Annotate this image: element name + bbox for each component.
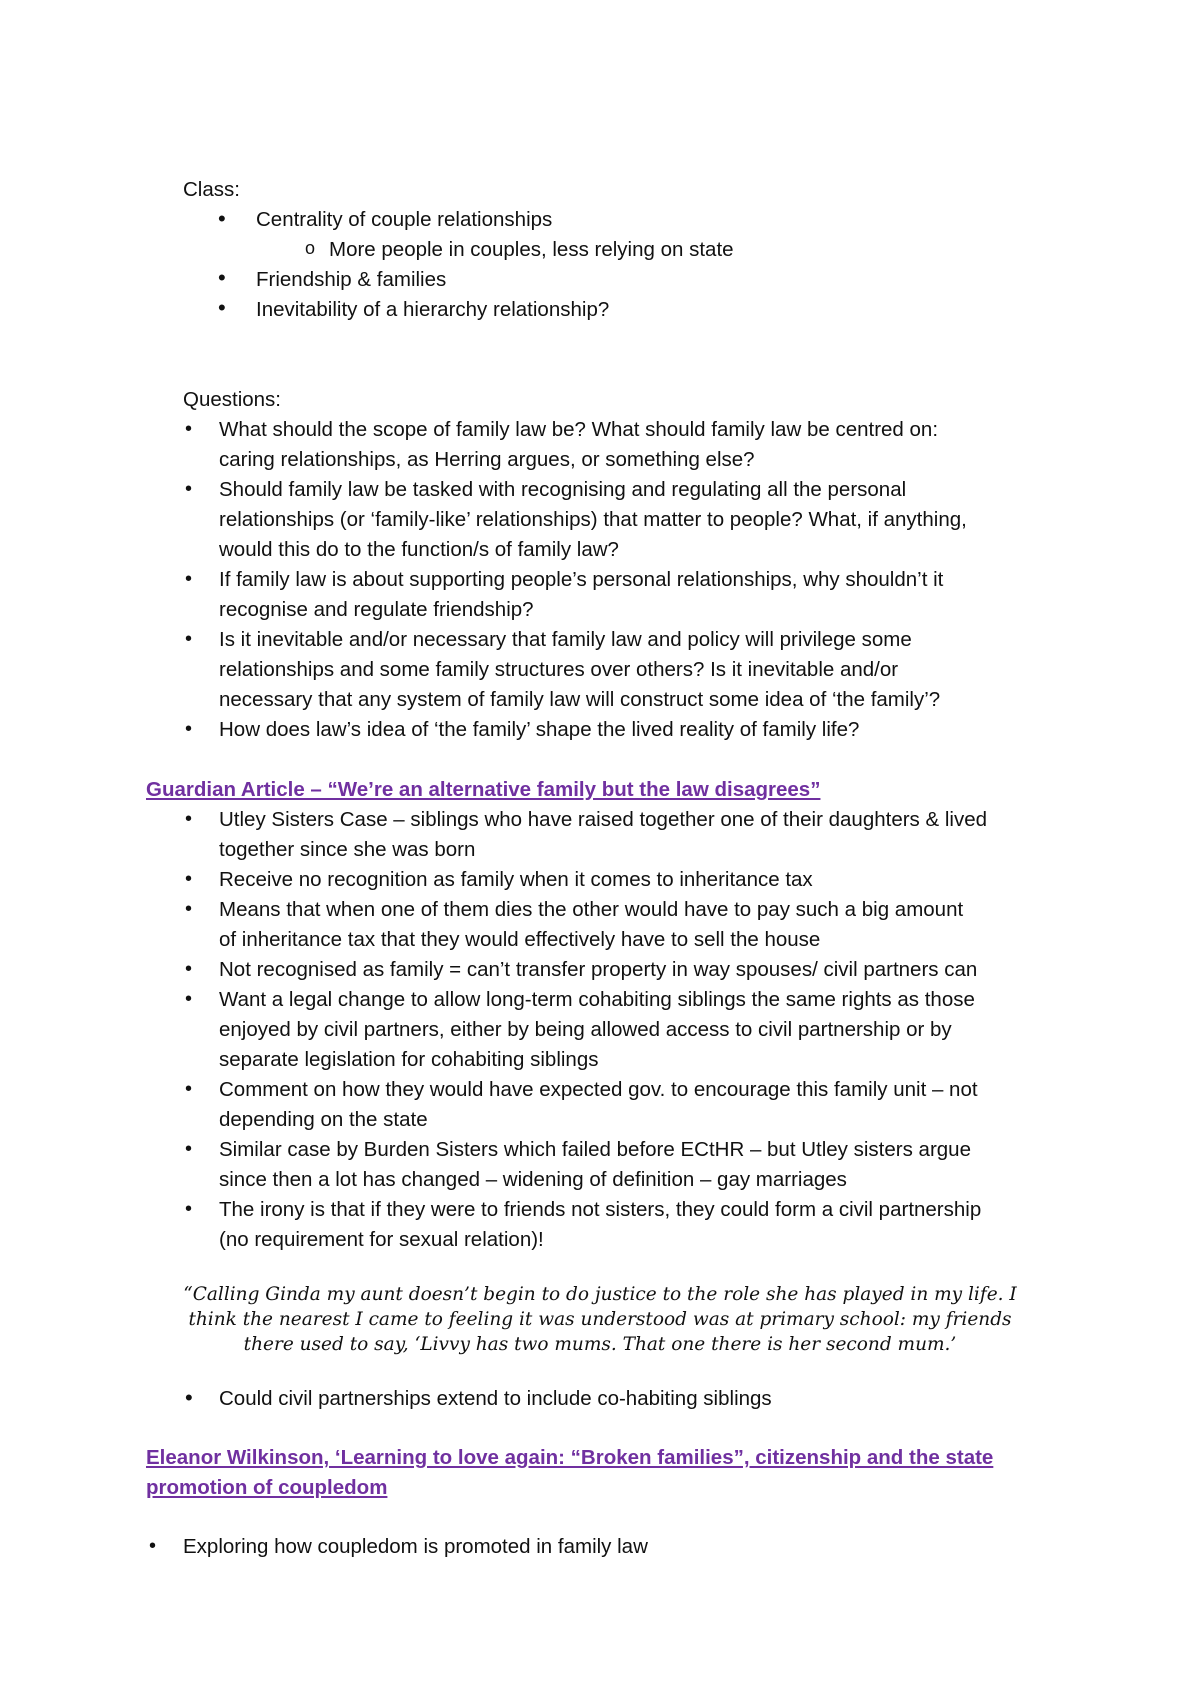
quote-line: think the nearest I came to feeling it was understood was at primary school: my friends [188, 1309, 1012, 1330]
bullet-icon: • [185, 418, 193, 440]
question-line: What should the scope of family law be? What should family law be centred on: [219, 418, 939, 441]
question-line: How does law’s idea of ‘the family’ shape the lived reality of family life? [219, 718, 860, 741]
quote-line: there used to say, ‘Livvy has two mums. That one there is her second mum.’ [243, 1334, 957, 1355]
guardian-line: (no requirement for sexual relation)! [219, 1228, 544, 1251]
guardian-line: Similar case by Burden Sisters which failed before ECtHR – but Utley sisters argue [219, 1138, 971, 1161]
after-quote-item: Could civil partnerships extend to include co-habiting siblings [219, 1387, 772, 1410]
wilkinson-heading: promotion of coupledom [146, 1476, 388, 1499]
question-line: would this do to the function/s of family law? [219, 538, 619, 561]
bullet-icon: • [185, 868, 193, 890]
bullet-icon: • [149, 1535, 157, 1557]
guardian-line: Means that when one of them dies the other would have to pay such a big amount [219, 898, 964, 921]
questions-label: Questions: [183, 388, 281, 411]
bullet-icon: • [185, 478, 193, 500]
sub-bullet-icon: o [305, 238, 316, 258]
guardian-line: since then a lot has changed – widening of definition – gay marriages [219, 1168, 847, 1191]
bullet-icon: • [185, 568, 193, 590]
bullet-icon: • [185, 898, 193, 920]
quote-line: “Calling Ginda my aunt doesn’t begin to do justice to the role she has played in my life. I [183, 1284, 1017, 1305]
guardian-line: of inheritance tax that they would effectively have to sell the house [219, 928, 821, 951]
question-line: relationships and some family structures over others? Is it inevitable and/or [219, 658, 899, 681]
guardian-heading: Guardian Article – “We’re an alternative family but the law disagrees” [146, 778, 821, 801]
class-label: Class: [183, 178, 240, 201]
wilkinson-heading: Eleanor Wilkinson, ‘Learning to love again: “Broken families”, citizenship and the state [146, 1446, 994, 1469]
guardian-line: enjoyed by civil partners, either by being allowed access to civil partnership or by [219, 1018, 952, 1041]
question-line: If family law is about supporting people’s personal relationships, why shouldn’t it [219, 568, 944, 591]
bullet-icon: • [185, 988, 193, 1010]
bullet-icon: • [185, 1385, 193, 1410]
bullet-icon: • [185, 958, 193, 980]
question-line: Is it inevitable and/or necessary that family law and policy will privilege some [219, 628, 912, 651]
question-line: Should family law be tasked with recognising and regulating all the personal [219, 478, 907, 501]
question-line: relationships (or ‘family-like’ relationships) that matter to people? What, if anything, [219, 508, 967, 531]
question-line: recognise and regulate friendship? [219, 598, 534, 621]
wilkinson-item: Exploring how coupledom is promoted in family law [183, 1535, 648, 1558]
bullet-icon: • [185, 1138, 193, 1160]
guardian-line: Receive no recognition as family when it comes to inheritance tax [219, 868, 813, 891]
class-sub-item: More people in couples, less relying on state [329, 238, 734, 261]
class-item: Inevitability of a hierarchy relationship? [256, 298, 610, 321]
guardian-line: separate legislation for cohabiting siblings [219, 1048, 599, 1071]
guardian-line: depending on the state [219, 1108, 428, 1131]
guardian-line: Not recognised as family = can’t transfer property in way spouses/ civil partners can [219, 958, 978, 981]
guardian-line: Comment on how they would have expected gov. to encourage this family unit – not [219, 1078, 978, 1101]
bullet-icon: • [185, 628, 193, 650]
bullet-icon: • [185, 718, 193, 740]
bullet-icon: • [185, 1198, 193, 1220]
bullet-icon: • [218, 206, 226, 231]
class-item: Centrality of couple relationships [256, 208, 553, 231]
bullet-icon: • [185, 1078, 193, 1100]
guardian-line: together since she was born [219, 838, 476, 861]
question-line: necessary that any system of family law will construct some idea of ‘the family’? [219, 688, 941, 711]
bullet-icon: • [218, 295, 226, 320]
class-item: Friendship & families [256, 268, 447, 291]
guardian-line: Utley Sisters Case – siblings who have raised together one of their daughters & lived [219, 808, 988, 831]
guardian-line: The irony is that if they were to friends not sisters, they could form a civil partnership [219, 1198, 982, 1221]
question-line: caring relationships, as Herring argues, or something else? [219, 448, 755, 471]
bullet-icon: • [185, 808, 193, 830]
guardian-line: Want a legal change to allow long-term cohabiting siblings the same rights as those [219, 988, 975, 1011]
bullet-icon: • [218, 265, 226, 290]
